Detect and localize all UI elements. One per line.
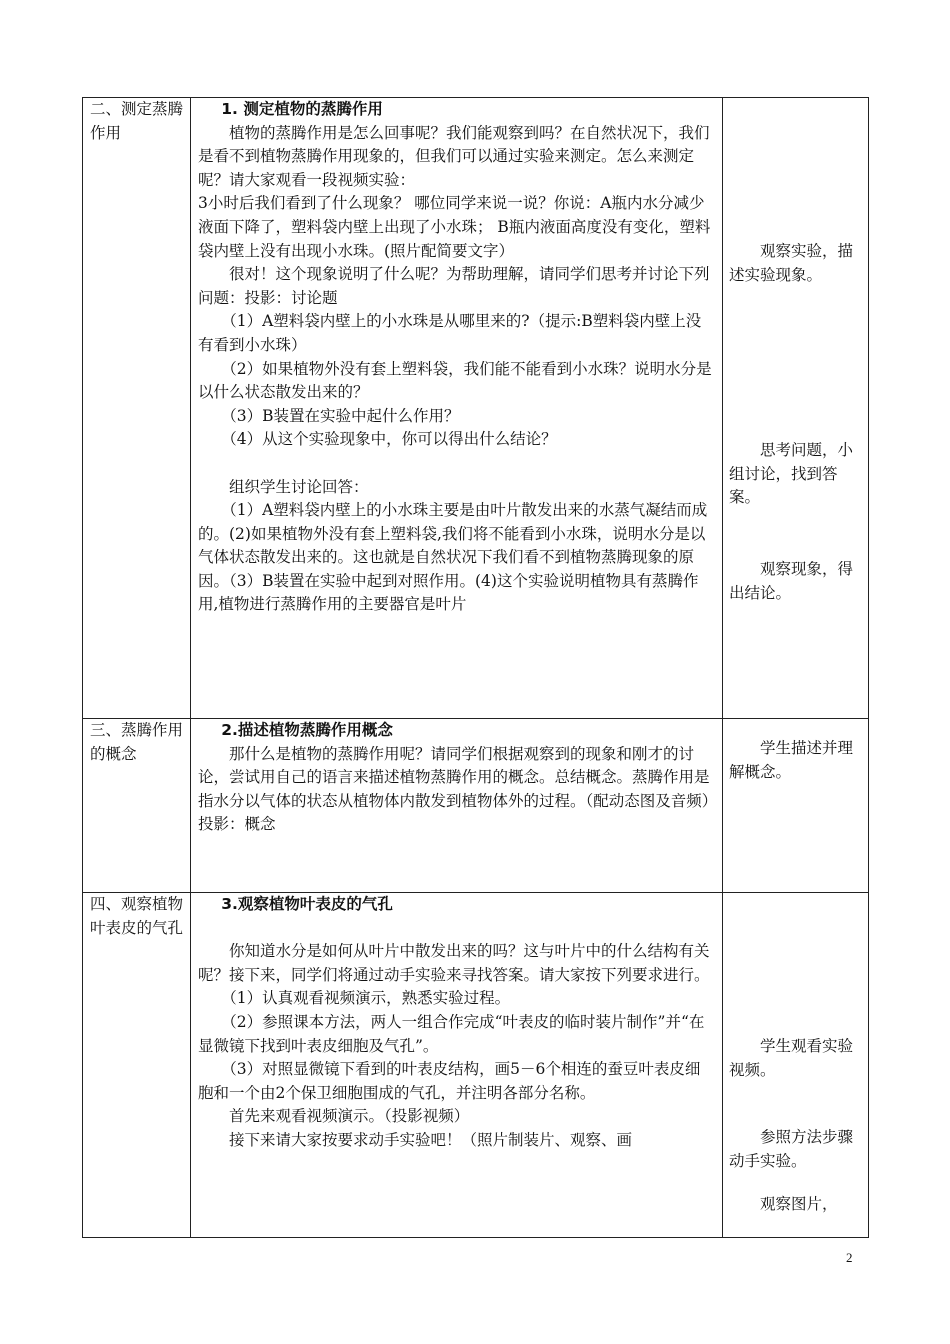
answer: （1）A塑料袋内壁上的小水珠主要是由叶片散发出来的水蒸气凝结而成的。(2)如果植物外没有套上塑料袋,我们将不能看到小水珠，说明水分是以气体状态散发出来的。这也就是自然状况下我们看不到植物蒸腾现象的原因。（3）B装置在实验中起到对照作用。(4)这个实验说明植物具有蒸腾作用,植物进行蒸腾作用的主要器官是叶片 [198, 501, 708, 614]
section-cell [83, 893, 191, 1238]
section-title: 四、观察植物叶表皮的气孔 [90, 895, 184, 937]
section-heading: 2.描述植物蒸腾作用概念 [221, 721, 393, 739]
student-activity: 学生观看实验视频。 [729, 1037, 854, 1079]
paragraph: 很对！这个现象说明了什么呢？为帮助理解，请同学们思考并讨论下列问题：投影：讨论题 [198, 265, 710, 307]
content-cell [191, 98, 723, 719]
section-cell [83, 719, 191, 893]
section-heading: 1. 测定植物的蒸腾作用 [221, 100, 383, 118]
student-activity: 观察实验，描述实验现象。 [729, 242, 854, 284]
table-row [83, 893, 869, 1238]
paragraph: 投影：概念 [198, 815, 276, 834]
question: （4）从这个实验现象中，你可以得出什么结论？ [221, 430, 557, 449]
requirement: （3）对照显微镜下看到的叶表皮结构，画5－6个相连的蚕豆叶表皮细胞和一个由2个保卫细胞围成的气孔，并注明各部分名称。 [198, 1060, 701, 1102]
section-title: 二、测定蒸腾作用 [90, 100, 184, 142]
requirement: （2）参照课本方法，两人一组合作完成“叶表皮的临时装片制作”并“在显微镜下找到叶表皮细胞及气孔”。 [198, 1012, 705, 1055]
student-activity: 观察图片， [760, 1195, 838, 1214]
paragraph: 组织学生讨论回答： [229, 477, 369, 496]
requirement: （1）认真观看视频演示，熟悉实验过程。 [221, 989, 511, 1008]
student-activity: 参照方法步骤动手实验。 [729, 1128, 854, 1170]
student-activity-cell [723, 98, 869, 719]
section-title: 三、蒸腾作用的概念 [90, 721, 184, 763]
paragraph: 首先来观看视频演示。（投影视频） [229, 1107, 470, 1126]
paragraph: 那什么是植物的蒸腾作用呢？请同学们根据观察到的现象和刚才的讨论，尝试用自己的语言来描述植物蒸腾作用的概念。总结概念。蒸腾作用是指水分以气体的状态从植物体内散发到植物体外的过程。（配动态图及音频） [198, 744, 718, 810]
paragraph: 你知道水分是如何从叶片中散发出来的吗？这与叶片中的什么结构有关呢？接下来，同学们将通过动手实验来寻找答案。请大家按下列要求进行。 [198, 942, 710, 984]
student-activity-cell [723, 893, 869, 1238]
paragraph: 3小时后我们看到了什么现象？ 哪位同学来说一说？你说：A瓶内水分减少液面下降了，塑料袋内壁上出现了小水珠； B瓶内液面高度没有变化，塑料袋内壁上没有出现小水珠。(照片配简要文字） [198, 194, 711, 260]
student-activity: 思考问题，小组讨论，找到答案。 [729, 441, 854, 507]
question: （1）A塑料袋内壁上的小水珠是从哪里来的?（提示:B塑料袋内壁上没有看到小水珠） [198, 312, 702, 354]
paragraph: 植物的蒸腾作用是怎么回事呢？我们能观察到吗？在自然状况下，我们是看不到植物蒸腾作用现象的，但我们可以通过实验来测定。怎么来测定呢？请大家观看一段视频实验： [198, 123, 710, 189]
table-row [83, 98, 869, 719]
content-cell [191, 893, 723, 1238]
page-number: 2 [846, 1250, 853, 1265]
section-cell [83, 98, 191, 719]
question: （2）如果植物外没有套上塑料袋，我们能不能看到小水珠？说明水分是以什么状态散发出来的？ [198, 359, 712, 402]
student-activity-cell [723, 719, 869, 893]
paragraph: 接下来请大家按要求动手实验吧！（照片制装片、观察、画 [229, 1130, 633, 1149]
content-cell [191, 719, 723, 893]
question: （3）B装置在实验中起什么作用？ [221, 406, 460, 425]
table-row [83, 719, 869, 893]
section-heading: 3.观察植物叶表皮的气孔 [221, 895, 393, 913]
student-activity: 观察现象，得出结论。 [729, 559, 854, 602]
student-activity: 学生描述并理解概念。 [729, 739, 854, 781]
lesson-plan-table [82, 97, 869, 1238]
